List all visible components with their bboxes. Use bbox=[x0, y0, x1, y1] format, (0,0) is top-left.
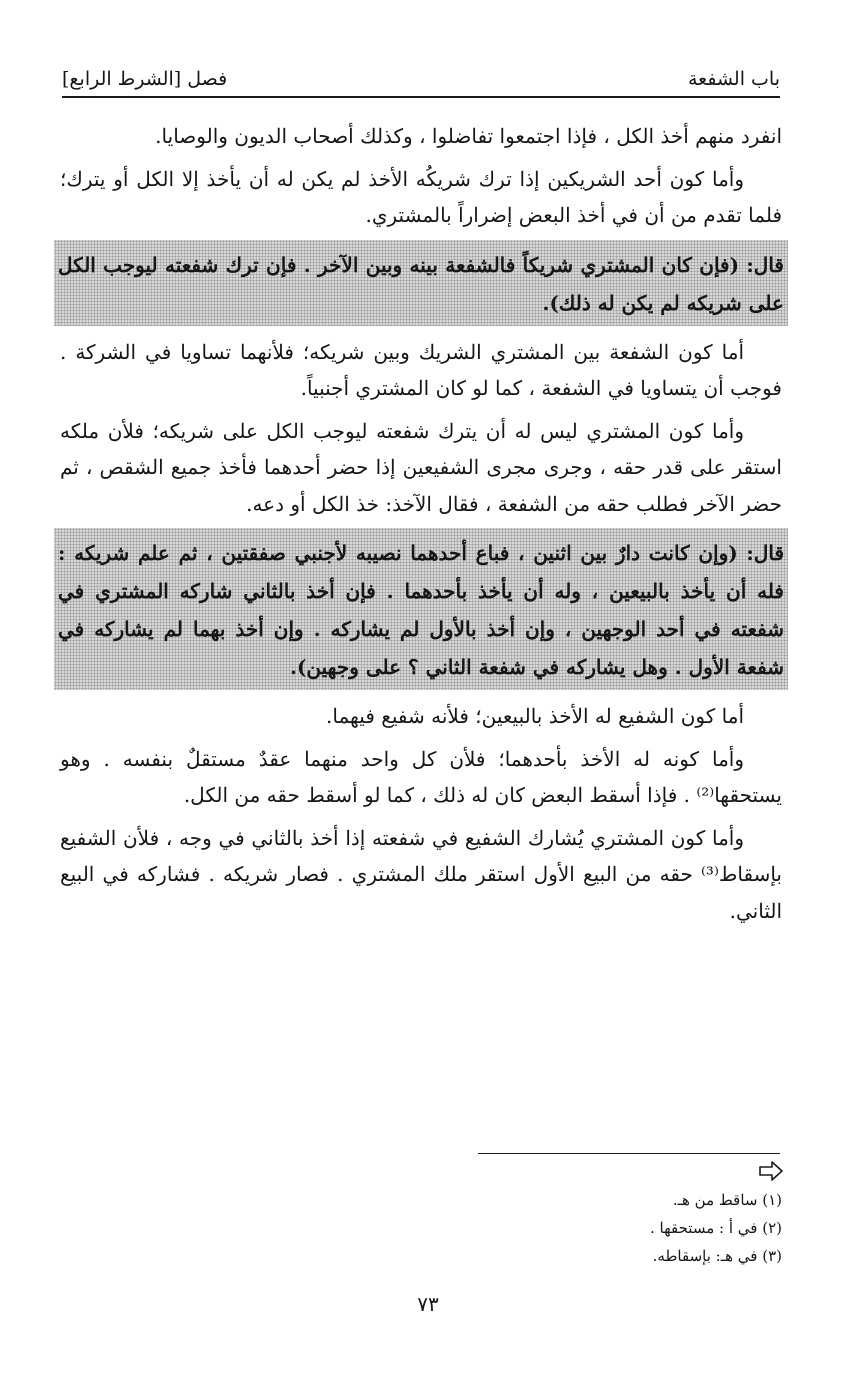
paragraph: انفرد منهم أخذ الكل ، فإذا اجتمعوا تفاضلوا ، وكذلك أصحاب الديون والوصايا. bbox=[155, 124, 782, 148]
section-title: فصل [الشرط الرابع] bbox=[62, 68, 228, 90]
footnote-divider bbox=[478, 1153, 780, 1154]
highlighted-matn-block bbox=[54, 240, 788, 326]
running-header bbox=[62, 52, 780, 98]
footnotes bbox=[470, 1186, 782, 1270]
highlighted-matn-block bbox=[54, 528, 788, 690]
footnote-item: (٣) في هـ: بإسقاطه. bbox=[652, 1247, 782, 1265]
main-text bbox=[60, 118, 782, 935]
right-arrow-icon bbox=[758, 1161, 784, 1181]
matn-text: قال: (فإن كان المشتري شريكاً فالشفعة بينه وبين الآخر . فإن ترك شفعته ليوجب الكل على شريكه لم يكن له ذلك). bbox=[58, 252, 784, 315]
paragraph: وأما كونه له الأخذ بأحدهما؛ فلأن كل واحد منهما عقدٌ مستقلٌ بنفسه . وهو يستحقها⁽²⁾ . فإذا أسقط البعض كان له ذلك ، كما لو أسقط حقه من الكل. bbox=[60, 746, 782, 807]
footnote-item: (١) ساقط من هـ. bbox=[672, 1191, 782, 1209]
footnote-item: (٢) في أ : مستحقها . bbox=[650, 1219, 782, 1237]
matn-text: قال: (وإن كانت دارٌ بين اثنين ، فباع أحدهما نصيبه لأجنبي صفقتين ، ثم علم شريكه : فله أن يأخذ بالبيعين ، وله أن يأخذ بأحدهما . فإن أخذ بالثاني شاركه المشتري في شفعته في أحد الوجهين ، وإن أخذ بالأول لم يشاركه . وإن أخذ بهما لم يشاركه في شفعة الأول . وهل يشاركه في شفعة الثاني ؟ على وجهين). bbox=[58, 541, 784, 679]
chapter-title: باب الشفعة bbox=[688, 68, 780, 90]
page-number: ٧٣ bbox=[417, 1292, 439, 1316]
paragraph: وأما كون المشتري ليس له أن يترك شفعته ليوجب الكل على شريكه؛ فلأن ملكه استقر على قدر حقه ، وجرى مجرى الشفيعين إذا حضر أحدهما فأخذ جميع الشقص ، ثم حضر الآخر فطلب حقه من الشفعة ، فقال الآخذ: خذ الكل أو دعه. bbox=[60, 418, 782, 516]
paragraph: وأما كون المشتري يُشارك الشفيع في شفعته إذا أخذ بالثاني في وجه ، فلأن الشفيع بإسقاط⁽³⁾ حقه من البيع الأول استقر ملك المشتري . فصار شريكه . فشاركه في البيع الثاني. bbox=[60, 825, 782, 923]
paragraph: أما كون الشفعة بين المشتري الشريك وبين شريكه؛ فلأنهما تساويا في الشركة . فوجب أن يتساويا في الشفعة ، كما لو كان المشتري أجنبياً. bbox=[60, 339, 782, 400]
paragraph: أما كون الشفيع له الأخذ بالبيعين؛ فلأنه شفيع فيهما. bbox=[326, 704, 744, 728]
paragraph: وأما كون أحد الشريكين إذا ترك شريكُه الأخذ لم يكن له أن يأخذ إلا الكل أو يترك؛ فلما تقدم من أن في أخذ البعض إضراراً بالمشتري. bbox=[60, 166, 782, 227]
